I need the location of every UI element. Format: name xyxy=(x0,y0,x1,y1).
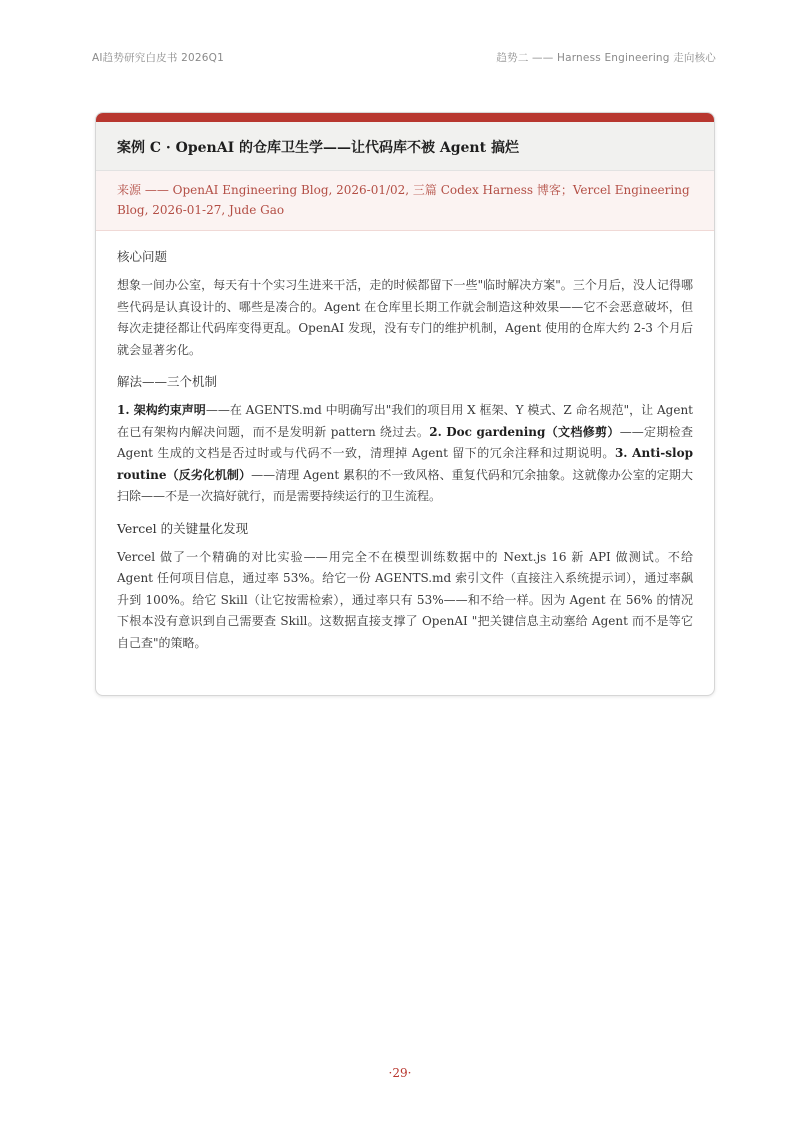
section-text-solution xyxy=(117,400,693,508)
running-header-right: 趋势二 —— Harness Engineering 走向核心 xyxy=(496,52,716,64)
page-number: ·29· xyxy=(388,1066,412,1080)
accent-bar xyxy=(96,113,714,122)
card-title-band xyxy=(96,122,714,171)
section-heading-solution: 解法——三个机制 xyxy=(117,374,218,389)
source-note: 来源 —— OpenAI Engineering Blog, 2026-01/02, 三篇 Codex Harness 博客；Vercel Engineering Blog, 2026-01-27, Jude Gao xyxy=(96,171,714,231)
mechanism-3-title: 3. Anti-slop routine（反劣化机制） xyxy=(117,446,693,482)
mechanism-2-text: ——定期检查 Agent 生成的文档是否过时或与代码不一致，清理掉 Agent 留下的冗余注释和过期说明。 xyxy=(117,424,693,460)
mechanism-1-text: ——在 AGENTS.md 中明确写出"我们的项目用 X 框架、Y 模式、Z 命名规范"，让 Agent 在已有架构内解决问题，而不是发明新 pattern 绕过去。 xyxy=(117,403,693,439)
running-header xyxy=(92,50,716,65)
card-title: 案例 C · OpenAI 的仓库卫生学——让代码库不被 Agent 搞烂 xyxy=(117,140,519,156)
case-card xyxy=(95,112,715,696)
section-text-problem: 想象一间办公室，每天有十个实习生进来干活，走的时候都留下一些"临时解决方案"。三个月后，没人记得哪些代码是认真设计的、哪些是凑合的。Agent 在仓库里长期工作就会制造这种效果——它不会恶意破坏，但每次走捷径都让代码库变得更乱。OpenAI 发现，没有专门的维护机制，Agent 使用的仓库大约 2-3 个月后就会显著劣化。 xyxy=(117,278,693,357)
mechanism-3-text: ——清理 Agent 累积的不一致风格、重复代码和冗余抽象。这就像办公室的定期大扫除——不是一次搞好就行，而是需要持续运行的卫生流程。 xyxy=(117,467,693,503)
section-heading-vercel: Vercel 的关键量化发现 xyxy=(117,520,249,536)
running-header-left: AI趋势研究白皮书 2026Q1 xyxy=(92,52,224,64)
section-heading-problem: 核心问题 xyxy=(117,249,168,264)
section-text-vercel: Vercel 做了一个精确的对比实验——用完全不在模型训练数据中的 Next.js 16 新 API 做测试。不给 Agent 任何项目信息，通过率 53%。给它一份 AGENTS.md 索引文件（直接注入系统提示词），通过率飙升到 100%。给它 Skill（让它按需检索），通过率只有 53%——和不给一样。因为 Agent 在 56% 的情况下根本没有意识到自己需要查 Skill。这数据直接支撑了 OpenAI "把关键信息主动塞给 Agent 而不是等它自己查"的策略。 xyxy=(117,549,693,650)
mechanism-2-title: 2. Doc gardening（文档修剪） xyxy=(429,424,620,439)
card-body xyxy=(96,231,714,654)
mechanism-1-title: 1. 架构约束声明 xyxy=(117,403,206,417)
